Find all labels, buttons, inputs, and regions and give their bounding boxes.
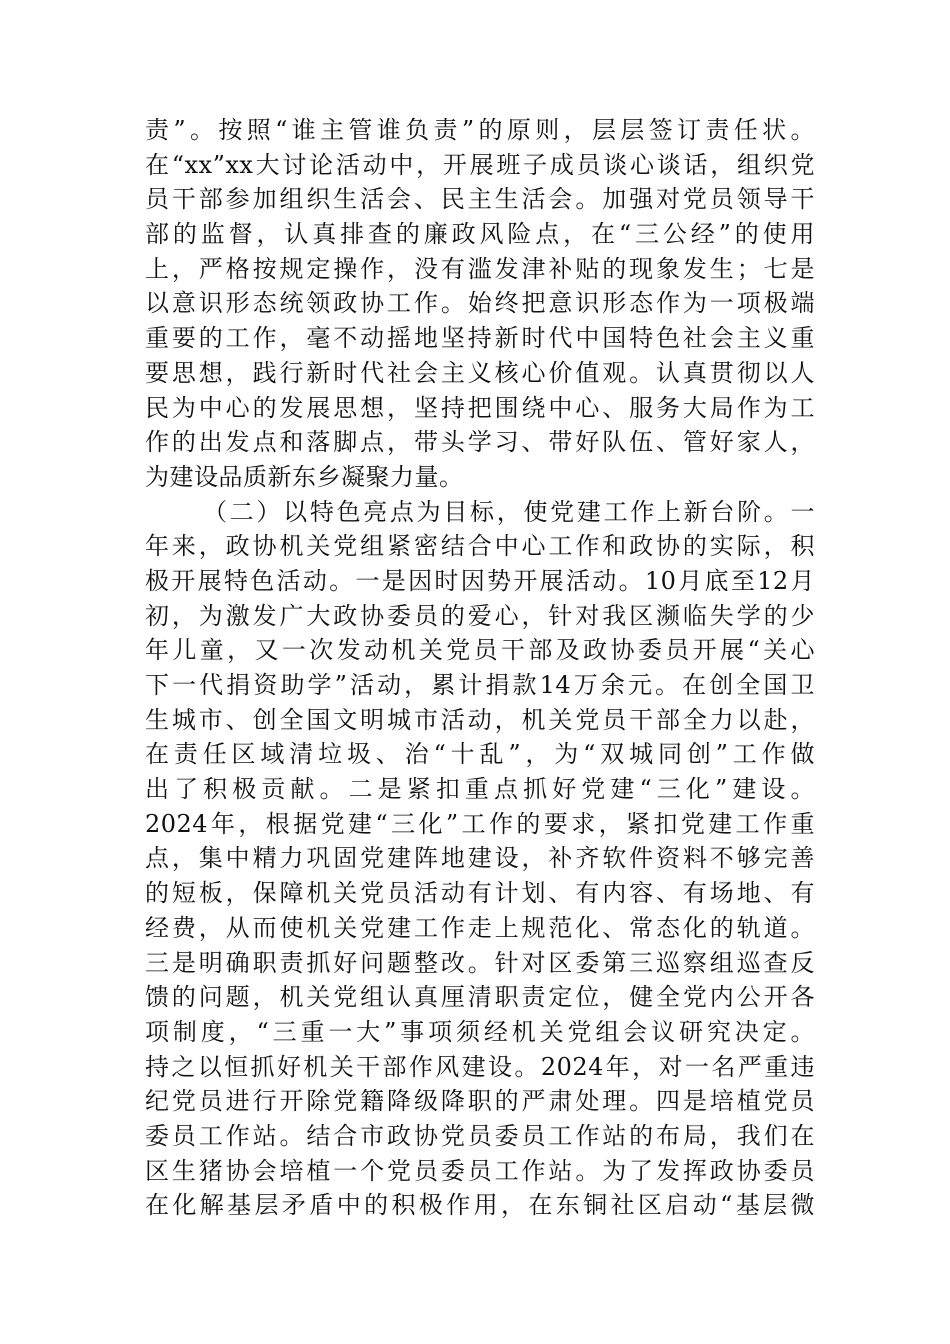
text-line: 上，严格按规定操作，没有滥发津补贴的现象发生；七是 bbox=[145, 254, 815, 283]
text-line: 年来，政协机关党组紧密结合中心工作和政协的实际，积 bbox=[145, 532, 815, 561]
text-line: 的短板，保障机关党员活动有计划、有内容、有场地、有 bbox=[145, 879, 815, 908]
text-line: 项制度，“三重一大”事项须经机关党组会议研究决定。 bbox=[145, 1017, 815, 1046]
text-line: 极开展特色活动。一是因时因势开展活动。10月底至12月 bbox=[145, 566, 815, 595]
text-line: 民为中心的发展思想，坚持把围绕中心、服务大局作为工 bbox=[145, 393, 815, 422]
text-line: 持之以恒抓好机关干部作风建设。2024年，对一名严重违 bbox=[145, 1052, 815, 1081]
text-line: 三是明确职责抓好问题整改。针对区委第三巡察组巡查反 bbox=[145, 948, 815, 977]
text-line: 责”。按照“谁主管谁负责”的原则，层层签订责任状。 bbox=[145, 116, 815, 144]
text-line: 2024年，根据党建“三化”工作的要求，紧扣党建工作重 bbox=[145, 809, 815, 838]
text-line: 以意识形态统领政协工作。始终把意识形态作为一项极端 bbox=[145, 289, 815, 318]
text-line: 在“xx”xx大讨论活动中，开展班子成员谈心谈话，组织党 bbox=[145, 150, 815, 179]
text-line: 经费，从而使机关党建工作走上规范化、常态化的轨道。 bbox=[145, 913, 815, 942]
text-line: 纪党员进行开除党籍降级降职的严肃处理。四是培植党员 bbox=[145, 1087, 815, 1116]
text-line: 生城市、创全国文明城市活动，机关党员干部全力以赴， bbox=[145, 705, 815, 734]
text-line: 为建设品质新东乡凝聚力量。 bbox=[145, 462, 464, 491]
text-line: 作的出发点和落脚点，带头学习、带好队伍、管好家人， bbox=[145, 428, 815, 457]
text-line: 初，为激发广大政协委员的爱心，针对我区濒临失学的少 bbox=[145, 601, 815, 630]
text-line: 在化解基层矛盾中的积极作用，在东铜社区启动“基层微 bbox=[145, 1191, 815, 1220]
text-line: 在责任区域清垃圾、治“十乱”，为“双城同创”工作做 bbox=[145, 740, 815, 769]
text-line: 重要的工作，毫不动摇地坚持新时代中国特色社会主义重 bbox=[145, 324, 815, 353]
text-line: 要思想，践行新时代社会主义核心价值观。认真贯彻以人 bbox=[145, 358, 815, 387]
paragraph-first-line: （二）以特色亮点为目标，使党建工作上新台阶。一 bbox=[203, 497, 815, 526]
text-line: 点，集中精力巩固党建阵地建设，补齐软件资料不够完善 bbox=[145, 844, 815, 873]
text-line: 员干部参加组织生活会、民主生活会。加强对党员领导干 bbox=[145, 185, 815, 214]
text-line: 下一代捐资助学”活动，累计捐款14万余元。在创全国卫 bbox=[145, 671, 815, 699]
body-text bbox=[145, 113, 815, 1223]
text-line: 年儿童，又一次发动机关党员干部及政协委员开展“关心 bbox=[145, 636, 815, 665]
text-line: 区生猪协会培植一个党员委员工作站。为了发挥政协委员 bbox=[145, 1156, 815, 1185]
text-line: 出了积极贡献。二是紧扣重点抓好党建“三化”建设。 bbox=[145, 775, 815, 804]
text-line: 部的监督，认真排查的廉政风险点，在“三公经”的使用 bbox=[145, 220, 815, 249]
text-line: 委员工作站。结合市政协党员委员工作站的布局，我们在 bbox=[145, 1121, 815, 1150]
text-line: 馈的问题，机关党组认真厘清职责定位，健全党内公开各 bbox=[145, 983, 815, 1012]
